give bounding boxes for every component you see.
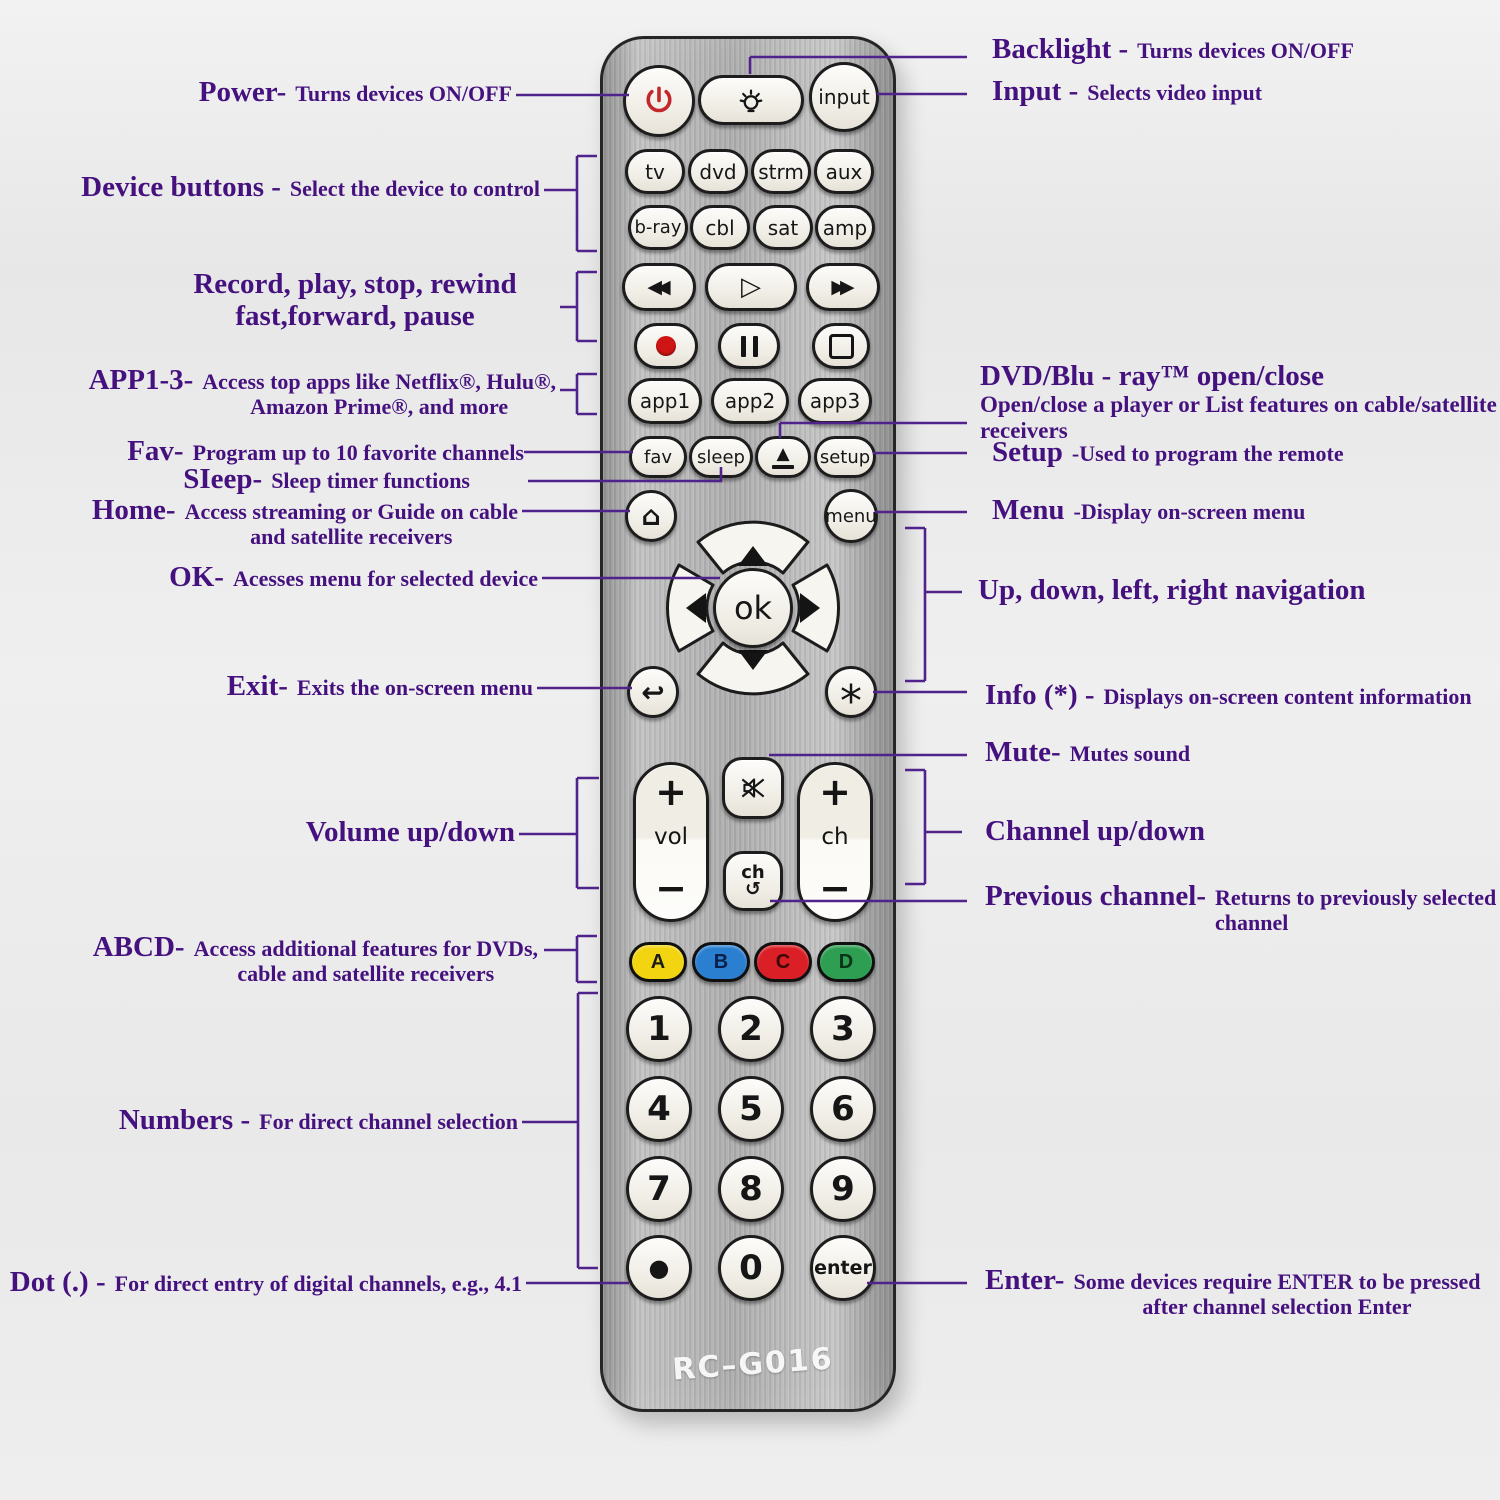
dot-button[interactable] — [626, 1235, 692, 1301]
input-button[interactable] — [809, 62, 879, 132]
annotation-home-heading: Home- — [91, 494, 176, 526]
annotation-input-heading: Input - — [992, 75, 1079, 107]
device-aux-label: aux — [825, 159, 863, 184]
connector-nav — [905, 528, 962, 681]
pause-icon — [741, 336, 758, 357]
digit-1-button[interactable] — [626, 996, 692, 1062]
annotation-power-heading: Power- — [198, 76, 287, 108]
annotation-transport-line2: fast,forward, pause — [235, 300, 475, 333]
home-icon: ⌂ — [641, 500, 661, 532]
annotation-apps-desc2: Amazon Prime®, and more — [250, 393, 509, 419]
annotation-home-desc1: Access streaming or Guide on cable — [184, 499, 518, 524]
annotation-apps — [89, 364, 556, 419]
digit-1-label: 1 — [647, 1009, 671, 1049]
device-button-dvd[interactable] — [688, 149, 748, 194]
power-button[interactable] — [623, 65, 695, 137]
backlight-button[interactable] — [698, 75, 804, 125]
annotation-exit-heading: Exit- — [226, 670, 288, 702]
annotation-mute — [985, 736, 1190, 768]
ok-button[interactable] — [713, 568, 793, 648]
annotation-device-buttons — [81, 171, 540, 203]
annotation-transport — [150, 268, 560, 333]
device-cbl-label: cbl — [705, 215, 735, 240]
stop-button[interactable] — [812, 323, 870, 369]
digit-7-button[interactable] — [626, 1156, 692, 1222]
app3-label: app3 — [809, 389, 861, 413]
enter-label: enter — [814, 1257, 872, 1279]
annotation-power-desc: Turns devices ON/OFF — [295, 81, 512, 106]
connector-abcd — [544, 936, 597, 982]
prev-channel-ch-label: ch — [741, 861, 765, 883]
annotation-mute-heading: Mute- — [985, 736, 1061, 768]
channel-rocker[interactable] — [797, 762, 873, 922]
annotation-ok-desc: Acesses menu for selected device — [232, 566, 538, 591]
device-sat-label: sat — [767, 215, 799, 240]
app1-button[interactable] — [628, 378, 702, 424]
annotation-sleep-heading: SIeep- — [183, 463, 263, 495]
annotation-dot-heading: Dot (.) - — [9, 1266, 106, 1298]
annotation-enter — [985, 1264, 1480, 1319]
annotation-menu — [992, 494, 1305, 526]
eject-icon: ▲ — [772, 446, 794, 469]
digit-3-button[interactable] — [810, 996, 876, 1062]
annotation-volume-heading: Volume up/down — [305, 816, 515, 848]
prev-channel-return-icon: ↺ — [745, 877, 761, 900]
power-icon — [640, 82, 678, 120]
device-button-strm[interactable] — [751, 149, 811, 194]
annotation-enter-desc1: Some devices require ENTER to be pressed — [1073, 1269, 1481, 1294]
app2-label: app2 — [724, 389, 776, 413]
annotation-dvd — [980, 360, 1497, 444]
mute-button[interactable] — [722, 757, 784, 819]
record-button[interactable] — [634, 323, 698, 369]
annotation-device-buttons-heading: Device buttons - — [81, 171, 281, 203]
info-button[interactable]: * — [825, 666, 877, 718]
annotation-prev-channel-desc1: Returns to previously selected — [1215, 885, 1497, 910]
input-button-label: input — [818, 85, 870, 109]
volume-label: vol — [653, 824, 689, 850]
device-button-aux[interactable] — [814, 149, 874, 194]
sleep-button[interactable] — [689, 436, 753, 478]
annotation-dvd-desc2: receivers — [980, 418, 1068, 444]
volume-rocker[interactable] — [633, 762, 709, 922]
setup-label: setup — [819, 446, 871, 468]
app3-button[interactable] — [798, 378, 872, 424]
device-amp-label: amp — [822, 215, 868, 240]
annotation-prev-channel-heading: Previous channel- — [985, 880, 1206, 912]
rewind-icon: ◀◀ — [647, 276, 665, 298]
setup-button[interactable] — [814, 436, 876, 478]
record-icon — [656, 336, 676, 356]
annotation-fav-heading: Fav- — [127, 435, 184, 467]
annotation-input-desc: Selects video input — [1087, 80, 1263, 105]
sleep-label: sleep — [697, 446, 745, 468]
connector-device-buttons — [544, 156, 597, 251]
enter-button[interactable] — [810, 1235, 876, 1301]
device-button-cbl[interactable] — [690, 205, 750, 250]
volume-down-label: − — [655, 865, 687, 910]
menu-label: menu — [825, 505, 877, 527]
annotation-numbers — [119, 1104, 518, 1136]
annotation-sleep — [183, 463, 470, 495]
annotation-enter-desc2: after channel selection Enter — [1142, 1293, 1412, 1319]
digit-8-button[interactable] — [718, 1156, 784, 1222]
annotation-exit-desc: Exits the on-screen menu — [296, 675, 533, 700]
volume-up-label: + — [655, 770, 687, 814]
annotation-prev-channel-desc2: channel — [1215, 909, 1289, 935]
annotation-backlight-desc: Turns devices ON/OFF — [1137, 38, 1354, 63]
annotation-apps-desc1: Access top apps like Netflix®, Hulu®, — [202, 369, 556, 394]
annotation-dot — [10, 1266, 522, 1298]
fav-label: fav — [643, 446, 673, 468]
annotation-abcd-heading: ABCD- — [92, 931, 185, 963]
digit-6-button[interactable] — [810, 1076, 876, 1142]
exit-return-icon: ↩ — [641, 675, 665, 709]
device-button-amp[interactable] — [815, 205, 875, 250]
annotation-fav-desc: Program up to 10 favorite channels — [192, 440, 524, 465]
rewind-button[interactable] — [622, 263, 696, 311]
key-d-label: D — [838, 950, 854, 973]
annotation-device-buttons-desc: Select the device to control — [289, 176, 540, 201]
ok-label: ok — [733, 589, 773, 627]
annotation-input — [992, 75, 1262, 107]
annotation-apps-heading: APP1-3- — [88, 364, 194, 396]
device-bray-label: b-ray — [634, 217, 682, 238]
annotation-menu-heading: Menu — [992, 494, 1065, 526]
annotation-dvd-desc1: Open/close a player or List features on cable/satellite — [980, 392, 1497, 418]
backlight-bulb-icon — [736, 85, 766, 115]
annotation-ok — [169, 561, 538, 593]
digit-4-button[interactable] — [626, 1076, 692, 1142]
annotation-nav — [978, 574, 1366, 606]
digit-7-label: 7 — [647, 1169, 671, 1209]
annotation-setup-desc: -Used to program the remote — [1071, 441, 1344, 466]
connector-channel — [905, 770, 962, 884]
annotation-nav-heading: Up, down, left, right navigation — [978, 574, 1366, 606]
annotation-abcd — [93, 931, 538, 986]
fav-button[interactable] — [629, 436, 687, 478]
digit-0-label: 0 — [739, 1248, 763, 1288]
digit-8-label: 8 — [739, 1169, 763, 1209]
key-a-button[interactable] — [629, 942, 687, 982]
previous-channel-button[interactable] — [723, 851, 783, 911]
key-d-button[interactable] — [817, 942, 875, 982]
annotation-backlight — [992, 33, 1354, 65]
device-tv-label: tv — [645, 159, 665, 184]
connector-transport — [560, 272, 597, 341]
key-a-label: A — [650, 950, 666, 973]
annotation-numbers-heading: Numbers - — [118, 1104, 251, 1136]
connector-volume — [519, 778, 599, 888]
annotation-setup-heading: Setup — [992, 436, 1063, 468]
annotation-channel-heading: Channel up/down — [985, 815, 1206, 847]
annotation-menu-desc: -Display on-screen menu — [1073, 499, 1306, 524]
device-dvd-label: dvd — [699, 159, 737, 184]
device-button-tv[interactable] — [625, 149, 685, 194]
channel-label: ch — [821, 824, 849, 850]
annotation-numbers-desc: For direct channel selection — [259, 1109, 518, 1134]
annotation-info-heading: Info (*) - — [985, 679, 1095, 711]
stop-icon — [829, 334, 854, 359]
annotation-transport-line1: Record, play, stop, rewind — [193, 268, 517, 300]
play-button[interactable] — [705, 263, 797, 311]
digit-6-label: 6 — [831, 1089, 855, 1129]
channel-up-label: + — [819, 770, 851, 814]
annotation-channel — [985, 815, 1205, 847]
digit-4-label: 4 — [647, 1089, 671, 1129]
annotation-info-desc: Displays on-screen content information — [1103, 684, 1472, 709]
annotation-home-desc2: and satellite receivers — [250, 523, 453, 549]
connector-apps — [560, 374, 597, 414]
annotation-exit — [227, 670, 533, 702]
connector-numbers — [522, 993, 598, 1268]
annotation-setup — [992, 436, 1344, 468]
fast-forward-icon: ▶▶ — [831, 276, 849, 298]
annotation-abcd-desc1: Access additional features for DVDs, — [193, 936, 538, 961]
digit-2-label: 2 — [739, 1009, 763, 1049]
app2-button[interactable] — [711, 378, 789, 424]
device-strm-label: strm — [758, 159, 804, 184]
app1-label: app1 — [639, 389, 691, 413]
annotation-dot-desc: For direct entry of digital channels, e.g., 4.1 — [114, 1271, 522, 1296]
channel-down-label: − — [819, 865, 851, 910]
digit-9-button[interactable] — [810, 1156, 876, 1222]
digit-5-label: 5 — [739, 1089, 763, 1129]
digit-2-button[interactable] — [718, 996, 784, 1062]
model-label: RC–G016 — [671, 1341, 835, 1388]
digit-3-label: 3 — [831, 1009, 855, 1049]
dot-icon: ● — [648, 1254, 670, 1282]
annotation-backlight-heading: Backlight - — [992, 33, 1129, 65]
digit-5-button[interactable] — [718, 1076, 784, 1142]
annotation-dvd-heading: DVD/Blu - ray™ open/close — [980, 360, 1324, 392]
annotation-mute-desc: Mutes sound — [1069, 741, 1191, 766]
device-button-sat[interactable] — [753, 205, 813, 250]
mute-icon — [737, 772, 769, 804]
annotation-prev-channel — [985, 880, 1496, 935]
eject-button[interactable] — [755, 436, 811, 478]
device-button-bray[interactable] — [628, 205, 688, 250]
annotation-volume — [306, 816, 515, 848]
pause-button[interactable] — [718, 323, 780, 369]
key-c-label: C — [775, 950, 791, 973]
play-icon: ▷ — [741, 272, 761, 302]
annotation-power — [199, 76, 512, 108]
annotation-sleep-desc: Sleep timer functions — [271, 468, 470, 493]
annotation-ok-heading: OK- — [169, 561, 224, 593]
annotation-enter-heading: Enter- — [985, 1264, 1065, 1296]
digit-9-label: 9 — [831, 1169, 855, 1209]
key-c-button[interactable] — [754, 942, 812, 982]
remote-body — [600, 36, 896, 1412]
annotation-abcd-desc2: cable and satellite receivers — [237, 960, 495, 986]
key-b-button[interactable] — [692, 942, 750, 982]
annotation-home — [92, 494, 518, 549]
digit-0-button[interactable] — [718, 1235, 784, 1301]
annotation-info — [985, 679, 1472, 711]
fast-forward-button[interactable] — [806, 263, 880, 311]
key-b-label: B — [713, 950, 729, 973]
